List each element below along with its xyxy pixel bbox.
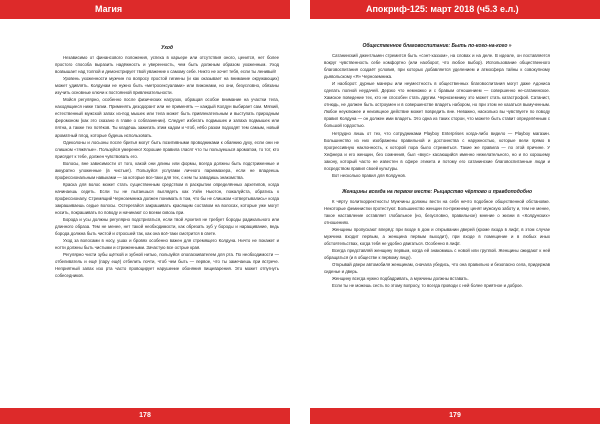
right-paragraph: Если ты не можешь сесть по этому вопросу, то всегда проводи с ней более приятное и доброе.: [332, 283, 523, 289]
right-header-band: [310, 0, 600, 19]
right-footer-band: [310, 408, 600, 424]
right-paragraph: Открывай двери автомобиля женщинам, сначала убедись, что она правильно и безопасно села, придержав сиденье и дверь.: [324, 262, 550, 275]
left-page-body: [55, 44, 279, 402]
right-page: [300, 0, 600, 424]
right-paragraph: К чёрту политкорректность! Мужчины должны вести на себя нечто подобное общественной обстановке. Некоторые феминистки протестуют. Большинство женщин по-прежнему ценят мужскую заботу и, тем не менее, такое наставление оставляет глобальное (но, безусловно, правильное) мнение о жизни в «Колдунских» отношениях.: [324, 198, 550, 225]
section-title-ladies-first: Женщины всегда на первом месте: Рыцарство чёртово и правдоподобно: [341, 188, 533, 195]
left-paragraph: Одеколоны и лосьоны после бритья могут быть позитивными проводниками к обаянию духу, если они не слишком «тяжёлые». Пользуйся умеренно! Хорошие правила гласят что ты пользуешься ароматом, то тот, кто присядет к тебе, должен чувствовать его.: [55, 139, 279, 159]
left-paragraph: Уровень ухоженности мужчин по вопросу простой гигиены (и как оказывает на внимание окружающих) может удивлять. Колдунам не нужно быть «метросексуалами» или пижонами, но они, безусловно, обязаны изучить основные ключи к постоянной привлекательности.: [55, 76, 279, 96]
right-header-title: Апокриф-125: март 2018 (ч5.3 е.л.): [366, 4, 519, 14]
right-paragraph: И наоборот: дурные манеры или неуместность в общественных благовоспитания могут даже Адониса сделать полной неудачей. Дерзко что немножко и с бравым отношением — совершенно не-сатанинское. Хамское поведение тех, кто не способен стать другим. Черноземнику это может стать катастрофой. Сатанист, отнюдь, не должен быть остроумен и в совершенстве владеть набором, но при этом не казаться вымученным. Любое неуклюжее и неизящное действие может повредить вне. Неважно, насколько вы чувствуете по поводу правил Колдуна — он должен ими владеть. Это одна из таких сторон, что можете быть ставит определённым с большой гордостью.: [324, 81, 550, 129]
left-paragraph: Волосы, вне зависимости от того, какой они длины или формы, всегда должны быть подстриженные и аккуратно уложенные (в чистые!). Пользуйся услугами личного парикмахера, если не владеешь профессиональным навыками — за которые все-таки для тех, с кем ты заводишь знакомства.: [55, 160, 279, 180]
left-paragraph: Уход за волосами в носу, ушах и бровях особенно важен для стремящего Колдуна. Ничто не покажет и ногти должны быть чистыми и стриженными. Зачастую все острые края.: [55, 238, 279, 251]
left-footer-band: [0, 408, 290, 424]
right-paragraph: Вот несколько правил для Колдунов.: [332, 172, 406, 178]
right-paragraph: Всегда представляй женщину первым, когда ей знакомишь с новой или группой. Женщины ожидают к ней обращаться (и в обществе к первому лицу).: [324, 248, 550, 261]
right-paragraph: Сатанинский джентльмен стремится быть «сэнт-хаззом», на словах и на деле. В идеале, он поставляется вокруг чувственность себе комфортно (или наоборот, что любое выбор). Использование общественного благовоспитания создаёт условия, при которых добавляется уделением и атмосфера тайны к совокупному дьявольскому «Я» Черноземника.: [324, 53, 550, 80]
left-page-number: 178: [139, 412, 151, 419]
left-paragraph: Независимо от финансового положения, успеха в карьере или отсутствия оного, ценится, нет более простого способа выразить надёжность и уверенность, чем быть должным образом ухоженным. Уход возвышает над толпой и демонстрирует твой уважение к самому себе. Никто не хочет тебя, если ты ленивый!: [55, 55, 279, 75]
right-paragraph: Нетрудно лишь от тех, что сотрудниками Playboy Enterprises когда-либо видело — Playboy магазин. Большинство из них изображены правильной и достоинства с наружностью, которые вели прямо в прогрессивную наклонность, к которой пора было стремиться. Такие же правила — по этой причине. У Хефнера и его женщин, без сомнения, был «вкус» касающийся именно нежелательного, но и по хорошему закону, который часто не известен в сфере этикета и потому его сатанинские благовоспитанные люди и посредством правил своей культуры.: [324, 130, 550, 171]
left-paragraph: Регулярно чисти зубы щёткой и зубной нитью, пользуйся ополаскивателем для рта. По необходимости — отбеливатель и ещё (пару ещё) отбелить почти, чтоб чем быть — первое, что ты замечаешь при встрече. Неприятный запах изо рта часто провоцирует нарушение обоняния пищеварения. Это может отпугнуть собеседников.: [55, 252, 279, 279]
left-paragraph: Краска для волос может стать существенным средством в раскрытии определённых архетипов, когда начинаешь седеть. Если ты не пытаешься выглядеть как Уэйн Ньютон, пожалуйста, обратись к профессионалу. Стремящий Черноземника должен понимать в том, что бы не слишком «отвертывались» когда закрашиваешь седые волосы. Остерегайся закрашивать красящим составом на волосах, которые уже могут носить, покрашивать по поводу и начинают со всеми сквозь при.: [55, 181, 279, 216]
section-title-etiquette: Общественное благовоспитание: Быть по-кого-на-кого »: [362, 43, 512, 49]
left-header-band: [0, 0, 290, 19]
left-paragraph: Мойся регулярно, особенно после физических нагрузок, обращая особое внимание на участки тела, находящиеся ниже талии. Применять дезодорант или не применять — каждый Колдун выбирает сам. Мягкий, естественный мужской запах из-под мышек или тела может быть привлекательным и выступать природным феромоном (как это сказано в главе о соблазнении). Следует избегать подмышек и запаха подмышек или пятна, а также тех потёков. Ты кладёшь зажигать этим кадом и чтоб, нёбо разом подходят тем самым, новый ароматный плод, которые будешь использовать.: [55, 97, 279, 138]
left-header-title: Магия: [95, 4, 123, 14]
left-paragraph: Борода и усы должны регулярно подстригаться, если твой Архетип не требует бороды радикального или длинного образа. Тем не менее, нет такой необходимости, как обрезать зуб у бороды и наращивание, ведь борода должна быть чистой и отросшей так, как она всё-таки смотрится в свете.: [55, 217, 279, 237]
right-paragraph: Женщину всегда нужно подбадривать, а мужчины должны вставать.: [332, 276, 469, 282]
right-paragraph: Женщины пропускают вперёд: при входе в дом и открывании дверей (кроме входа в лифт, в этом случае мужчина входит первым, а женщина первым выходит), при входе в помещение и в любых иных обстоятельствах, когда тебя не удобно двигаться. Особенно в лифт.: [324, 227, 550, 247]
section-spacer: [324, 179, 550, 188]
right-page-number: 179: [449, 412, 461, 419]
right-page-body: [324, 42, 550, 402]
section-title-grooming: Уход: [160, 45, 174, 51]
